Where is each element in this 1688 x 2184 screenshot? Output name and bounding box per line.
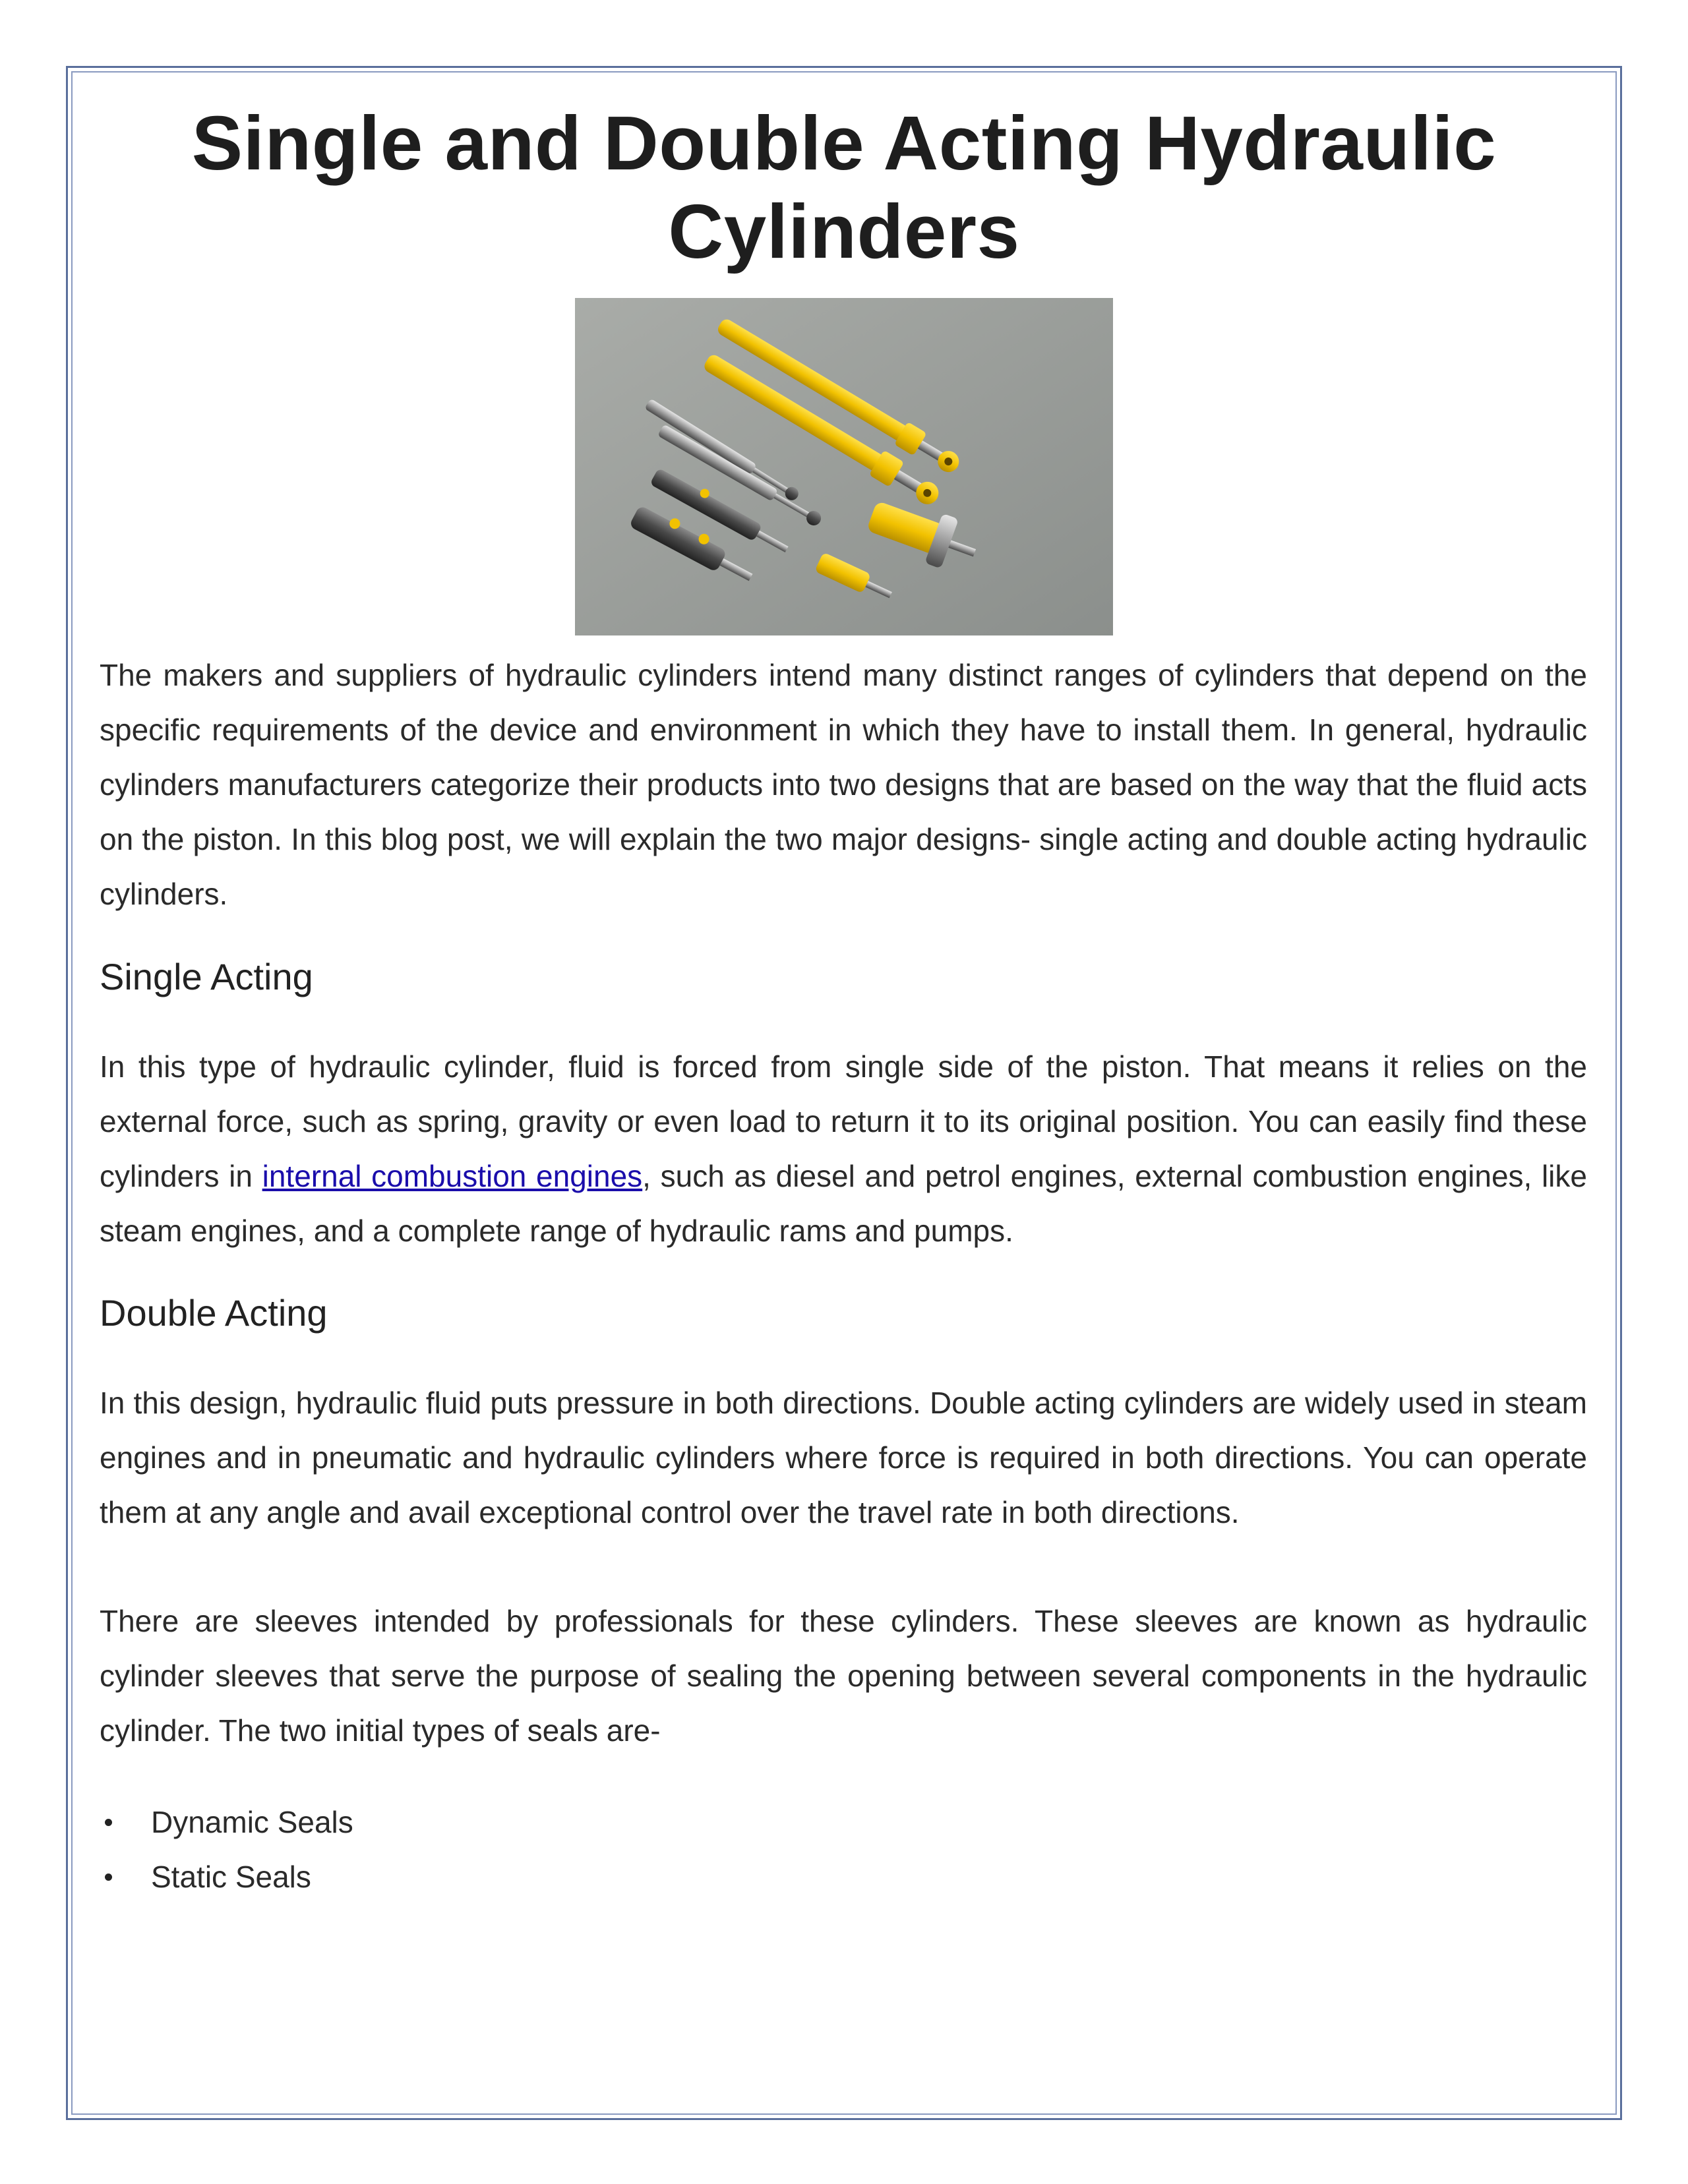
bullet-icon xyxy=(105,1874,112,1881)
single-acting-text-1: In this type of hydraulic cylinder, fluid is forced from single side of the piston. That means it relies on the external force, such as spring, gravity or even load to return it to its original position. You can easily find these cylinders in xyxy=(100,1049,1587,1193)
hydraulic-cylinders-photo xyxy=(575,298,1113,635)
double-acting-paragraph: In this design, hydraulic fluid puts pressure in both directions. Double acting cylinders are widely used in steam engines and in pneumatic and hydraulic cylinders where force is required in both directions. You can operate them at any angle and avail exceptional control over the travel rate in both directions. xyxy=(100,1386,1587,1529)
internal-combustion-engines-link[interactable]: internal combustion engines xyxy=(262,1159,643,1193)
intro-paragraph: The makers and suppliers of hydraulic cylinders intend many distinct ranges of cylinders that depend on the specific requirements of the device and environment in which they have to install them. In general, hydraulic cylinders manufacturers categorize their products into two designs that are based on the way that the fluid acts on the piston. In this blog post, we will explain the two major designs- single acting and double acting hydraulic cylinders. xyxy=(100,658,1587,911)
single-acting-paragraph xyxy=(100,1040,1587,1258)
list-item xyxy=(100,1850,353,1904)
bullet-icon xyxy=(105,1819,112,1826)
seal-types-list xyxy=(100,1795,353,1904)
single-acting-text-2: , such as diesel and petrol engines, external combustion engines, like steam engines, and a complete range of hydraulic rams and pumps. xyxy=(100,1159,1587,1248)
single-acting-heading: Single Acting xyxy=(100,956,313,997)
sleeves-paragraph: There are sleeves intended by professionals for these cylinders. These sleeves are known as hydraulic cylinder sleeves that serve the purpose of sealing the opening between several components in the hydraulic cylinder. The two initial types of seals are- xyxy=(100,1604,1587,1748)
document-title: Single and Double Acting Hydraulic Cylinders xyxy=(191,100,1497,274)
double-acting-heading: Double Acting xyxy=(100,1292,328,1334)
list-item xyxy=(100,1795,353,1850)
list-item-label: Dynamic Seals xyxy=(151,1805,353,1839)
list-item-label: Static Seals xyxy=(151,1860,311,1894)
